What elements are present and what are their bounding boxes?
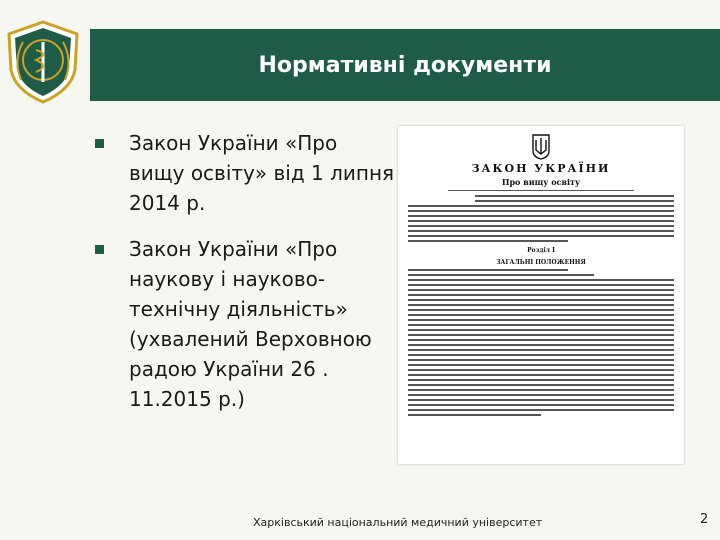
document-subheading: Про вищу освіту — [501, 177, 581, 187]
law-document-image — [398, 126, 684, 464]
document-section-number: Розділ І — [527, 247, 555, 254]
document-section-title: ЗАГАЛЬНІ ПОЛОЖЕННЯ — [496, 259, 586, 266]
bullet-text: Закон України «Про наукову і науково-технічну діяльність» (ухвалений Верховною радою України 26 . 11.2015 р.) — [129, 237, 372, 411]
square-bullet-icon — [95, 245, 104, 254]
title-band — [90, 29, 720, 101]
square-bullet-icon — [95, 139, 104, 148]
page-number: 2 — [700, 512, 709, 527]
footer-text: Харківський національний медичний університет — [253, 516, 543, 529]
university-logo-icon — [3, 20, 83, 104]
document-meta-line — [408, 190, 674, 191]
bullet-item — [95, 128, 395, 218]
bullet-text: Закон України «Про вищу освіту» від 1 липня 2014 р. — [129, 131, 395, 215]
bullet-list — [95, 128, 395, 430]
slide-title: Нормативні документи — [258, 52, 552, 78]
trident-emblem-icon — [531, 134, 551, 160]
bullet-item — [95, 234, 395, 414]
document-heading: ЗАКОН УКРАЇНИ — [471, 162, 611, 175]
